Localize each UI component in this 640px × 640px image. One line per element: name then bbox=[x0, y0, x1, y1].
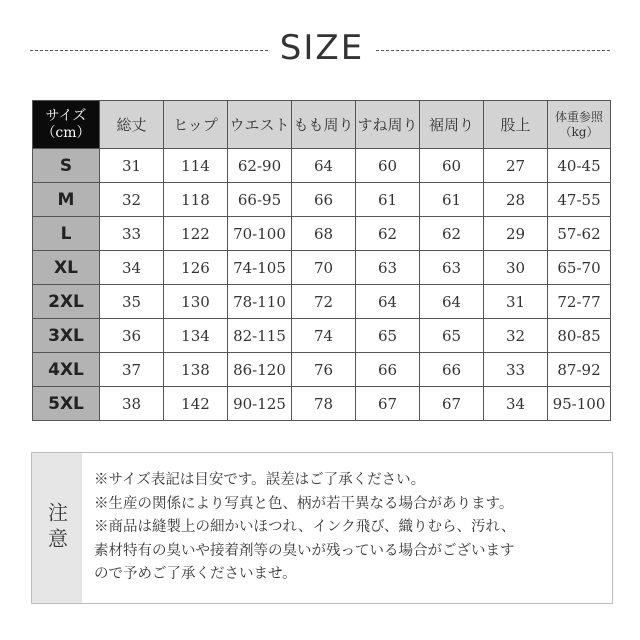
size-label: 3XL bbox=[33, 319, 100, 353]
size-unit-header-line1: サイズ bbox=[45, 107, 87, 124]
notes-heading-cell bbox=[32, 453, 82, 603]
size-label: XL bbox=[33, 251, 100, 285]
page-title: SIZE bbox=[279, 28, 365, 68]
table-cell: 30 bbox=[484, 251, 548, 285]
table-cell: 47-55 bbox=[548, 183, 611, 217]
table-cell: 33 bbox=[100, 217, 164, 251]
note-line: 素材特有の臭いや接着剤等の臭いが残っている場合がございます bbox=[94, 542, 515, 559]
table-row bbox=[33, 353, 611, 387]
table-cell: 72-77 bbox=[548, 285, 611, 319]
table-row bbox=[33, 319, 611, 353]
table-cell: 27 bbox=[484, 149, 548, 183]
header-hip: ヒップ bbox=[164, 101, 228, 149]
size-table-header-row bbox=[33, 101, 611, 149]
header-thigh: もも周り bbox=[292, 101, 356, 149]
table-cell: 38 bbox=[100, 387, 164, 421]
table-cell: 28 bbox=[484, 183, 548, 217]
size-label: L bbox=[33, 217, 100, 251]
table-cell: 63 bbox=[420, 251, 484, 285]
note-line: ※サイズ表記は目安です。誤差はご了承ください。 bbox=[94, 472, 426, 488]
header-rise: 股上 bbox=[484, 101, 548, 149]
table-cell: 65-70 bbox=[548, 251, 611, 285]
table-row bbox=[33, 183, 611, 217]
table-cell: 78-110 bbox=[228, 285, 292, 319]
table-cell: 34 bbox=[484, 387, 548, 421]
table-cell: 60 bbox=[356, 149, 420, 183]
size-label: 4XL bbox=[33, 353, 100, 387]
size-label: M bbox=[33, 183, 100, 217]
table-cell: 65 bbox=[420, 319, 484, 353]
table-cell: 142 bbox=[164, 387, 228, 421]
table-cell: 134 bbox=[164, 319, 228, 353]
table-cell: 36 bbox=[100, 319, 164, 353]
size-table bbox=[32, 100, 611, 421]
header-calf: すね周り bbox=[356, 101, 420, 149]
table-cell: 118 bbox=[164, 183, 228, 217]
table-cell: 70 bbox=[292, 251, 356, 285]
table-row bbox=[33, 285, 611, 319]
table-row bbox=[33, 217, 611, 251]
table-cell: 64 bbox=[292, 149, 356, 183]
notes-box bbox=[31, 452, 613, 604]
table-row bbox=[33, 387, 611, 421]
table-cell: 66-95 bbox=[228, 183, 292, 217]
header-weight-line1: 体重参照 bbox=[554, 109, 603, 124]
table-cell: 68 bbox=[292, 217, 356, 251]
table-cell: 40-45 bbox=[548, 149, 611, 183]
table-cell: 138 bbox=[164, 353, 228, 387]
table-cell: 33 bbox=[484, 353, 548, 387]
table-cell: 130 bbox=[164, 285, 228, 319]
table-cell: 72 bbox=[292, 285, 356, 319]
table-cell: 62-90 bbox=[228, 149, 292, 183]
notes-body bbox=[94, 469, 610, 587]
table-cell: 67 bbox=[356, 387, 420, 421]
header-weight-line2: （kg） bbox=[559, 124, 599, 139]
table-cell: 60 bbox=[420, 149, 484, 183]
table-cell: 64 bbox=[420, 285, 484, 319]
table-cell: 74 bbox=[292, 319, 356, 353]
notes-heading: 注意 bbox=[44, 502, 69, 554]
table-cell: 31 bbox=[100, 149, 164, 183]
table-cell: 95-100 bbox=[548, 387, 611, 421]
header-hem: 裾周り bbox=[420, 101, 484, 149]
table-cell: 35 bbox=[100, 285, 164, 319]
table-cell: 122 bbox=[164, 217, 228, 251]
table-row bbox=[33, 251, 611, 285]
table-cell: 62 bbox=[356, 217, 420, 251]
table-cell: 61 bbox=[420, 183, 484, 217]
table-cell: 82-115 bbox=[228, 319, 292, 353]
table-cell: 126 bbox=[164, 251, 228, 285]
table-cell: 66 bbox=[356, 353, 420, 387]
table-cell: 65 bbox=[356, 319, 420, 353]
table-cell: 86-120 bbox=[228, 353, 292, 387]
table-cell: 31 bbox=[484, 285, 548, 319]
table-cell: 87-92 bbox=[548, 353, 611, 387]
title-row bbox=[30, 26, 610, 70]
table-cell: 32 bbox=[100, 183, 164, 217]
table-cell: 90-125 bbox=[228, 387, 292, 421]
table-cell: 63 bbox=[356, 251, 420, 285]
table-cell: 57-62 bbox=[548, 217, 611, 251]
header-waist: ウエスト bbox=[228, 101, 292, 149]
size-unit-header bbox=[33, 101, 100, 149]
table-cell: 29 bbox=[484, 217, 548, 251]
note-line: ので予めご了承くださいませ。 bbox=[94, 566, 297, 582]
table-cell: 61 bbox=[356, 183, 420, 217]
table-cell: 66 bbox=[292, 183, 356, 217]
note-line: ※生産の関係により写真と色、柄が若干異なる場合があります。 bbox=[94, 495, 514, 512]
table-cell: 34 bbox=[100, 251, 164, 285]
size-label: S bbox=[33, 149, 100, 183]
table-cell: 66 bbox=[420, 353, 484, 387]
table-cell: 70-100 bbox=[228, 217, 292, 251]
table-cell: 64 bbox=[356, 285, 420, 319]
size-unit-header-line2: （cm） bbox=[41, 124, 91, 141]
title-divider-right bbox=[376, 50, 610, 51]
table-row bbox=[33, 149, 611, 183]
table-cell: 80-85 bbox=[548, 319, 611, 353]
note-line: ※商品は縫製上の細かいほつれ、インク飛び、織りむら、汚れ、 bbox=[94, 519, 516, 535]
table-cell: 78 bbox=[292, 387, 356, 421]
table-cell: 74-105 bbox=[228, 251, 292, 285]
title-divider-left bbox=[30, 50, 268, 51]
table-cell: 114 bbox=[164, 149, 228, 183]
size-label: 5XL bbox=[33, 387, 100, 421]
table-cell: 76 bbox=[292, 353, 356, 387]
size-label: 2XL bbox=[33, 285, 100, 319]
table-cell: 62 bbox=[420, 217, 484, 251]
header-total-length: 総丈 bbox=[100, 101, 164, 149]
table-cell: 32 bbox=[484, 319, 548, 353]
header-weight bbox=[548, 101, 611, 149]
table-cell: 67 bbox=[420, 387, 484, 421]
table-cell: 37 bbox=[100, 353, 164, 387]
